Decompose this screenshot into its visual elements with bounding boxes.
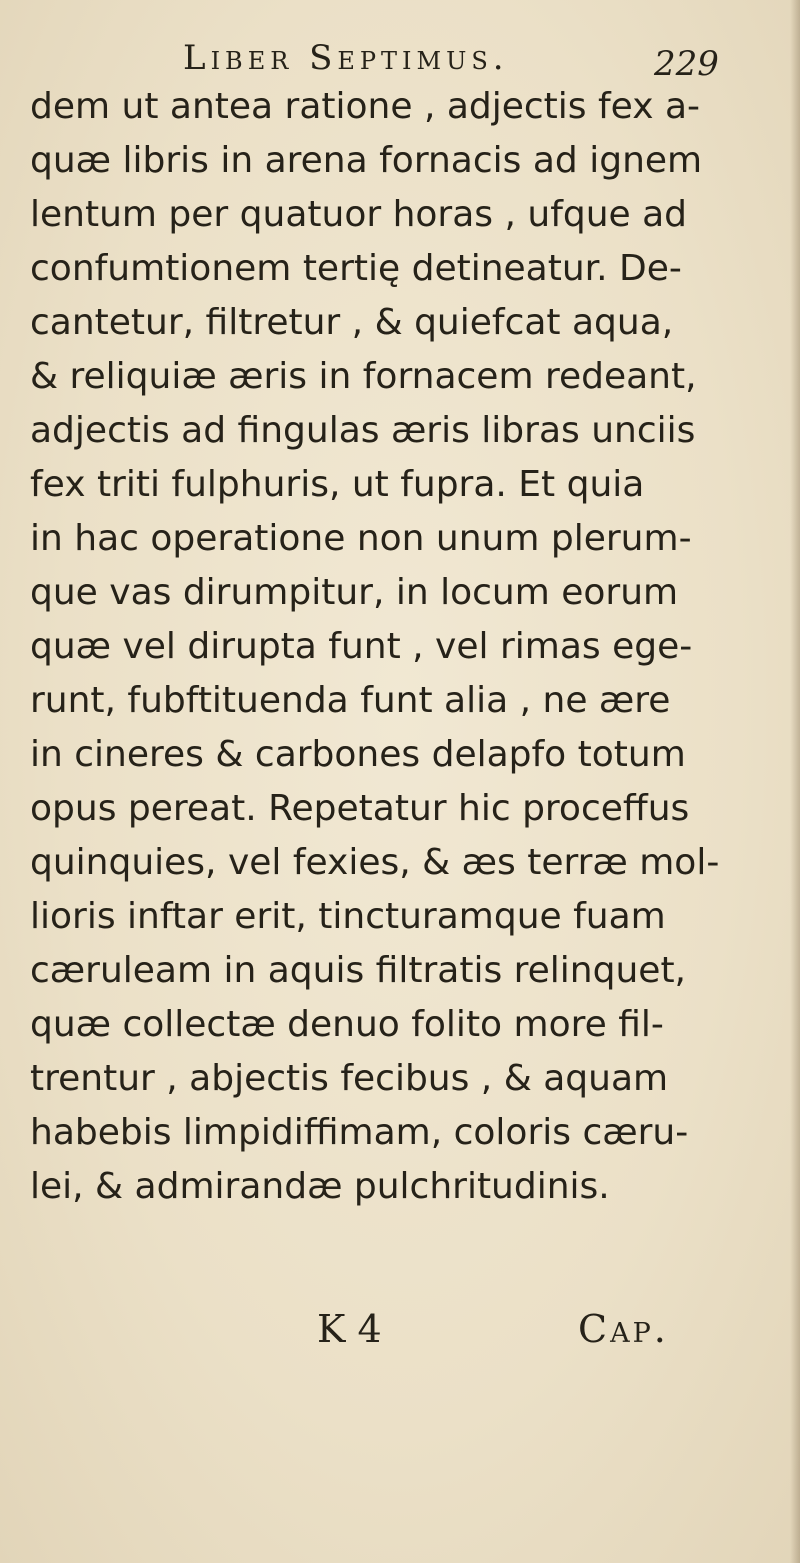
text-line: dem ut antea ratione , adjectis fex a- <box>30 86 700 127</box>
text-line: lei, & admirandæ pulchritudinis. <box>30 1166 610 1207</box>
text-line: cantetur, filtretur , & quiefcat aqua, <box>30 302 674 343</box>
text-line: lentum per quatuor horas , ufque ad <box>30 194 688 235</box>
page-footer <box>0 1295 800 1365</box>
text-line: runt, fubftituenda funt alia , ne ære <box>30 680 671 721</box>
text-line: habebis limpidiffimam, coloris cæru- <box>30 1112 689 1153</box>
page-edge-shadow <box>790 0 800 1563</box>
body-text <box>30 80 750 1214</box>
text-line: in cineres & carbones delapfo totum <box>30 734 686 775</box>
text-line: que vas dirumpitur, in locum eorum <box>30 572 679 613</box>
text-line: & reliquiæ æris in fornacem redeant, <box>30 356 697 397</box>
text-line: adjectis ad fingulas æris libras unciis <box>30 410 696 451</box>
text-line: quinquies, vel fexies, & æs terræ mol- <box>30 842 720 883</box>
text-line: in hac operatione non unum plerum- <box>30 518 692 559</box>
page-number: 229 <box>654 44 719 84</box>
signature-mark: K 4 <box>317 1307 382 1351</box>
text-line: quæ collectæ denuo folito more fil- <box>30 1004 664 1045</box>
text-line: quæ vel dirupta funt , vel rimas ege- <box>30 626 693 667</box>
text-line: trentur , abjectis fecibus , & aquam <box>30 1058 669 1099</box>
text-line: fex triti fulphuris, ut fupra. Et quia <box>30 464 645 505</box>
text-line: opus pereat. Repetatur hic proceffus <box>30 788 690 829</box>
text-line: quæ libris in arena fornacis ad ignem <box>30 140 703 181</box>
text-line: cæruleam in aquis filtratis relinquet, <box>30 950 686 991</box>
text-line: confumtionem tertię detineatur. De- <box>30 248 682 289</box>
text-line: lioris inftar erit, tincturamque fuam <box>30 896 666 937</box>
running-head: Liber Septimus. <box>183 38 509 78</box>
catchword: Cap. <box>578 1307 669 1351</box>
